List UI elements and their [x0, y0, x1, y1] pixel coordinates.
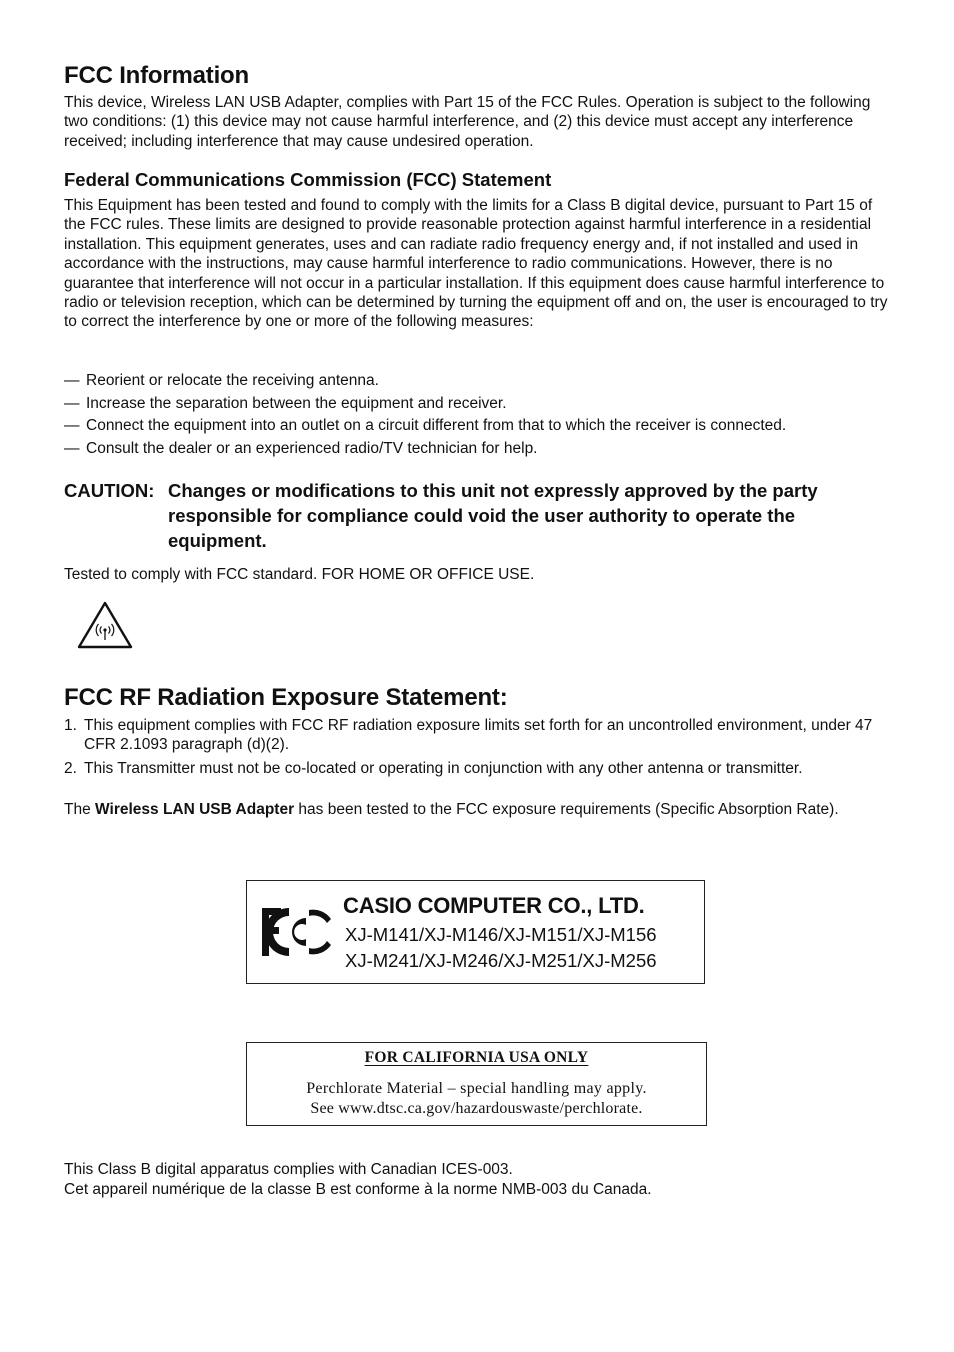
list-item [64, 415, 890, 438]
measures-list [64, 370, 890, 460]
fcc-information-heading: FCC Information [64, 62, 249, 89]
fcc-statement-heading: Federal Communications Commission (FCC) Statement [64, 169, 552, 190]
bullet-dash: — [64, 417, 80, 434]
bullet-dash: — [64, 439, 80, 457]
list-item [64, 393, 890, 416]
company-name: CASIO COMPUTER CO., LTD. [343, 893, 645, 918]
caution-block [64, 478, 890, 553]
measure-text: Consult the dealer or an experienced radio/TV technician for help. [86, 439, 538, 457]
measure-text: Increase the separation between the equipment and receiver. [86, 394, 507, 412]
item-text: This Transmitter must not be co-located or operating in conjunction with any other antenna or transmitter. [84, 759, 803, 777]
california-title-wrap [247, 1049, 706, 1067]
fcc-information-body: This device, Wireless LAN USB Adapter, complies with Part 15 of the FCC Rules. Operation is subject to the following two conditions: (1) this device may not cause harmful interference, and (2) this device must accept any interference received; including interference that may cause undesired operation. [64, 94, 871, 150]
list-item [64, 370, 890, 393]
canada-statement-fr: Cet appareil numérique de la classe B est conforme à la norme NMB-003 du Canada. [64, 1181, 652, 1198]
bullet-dash: — [64, 394, 80, 412]
item-number: 2. [64, 759, 77, 777]
fcc-statement-body: This Equipment has been tested and found to comply with the limits for a Class B digital device, pursuant to Part 15 of the FCC rules. These limits are designed to provide reasonable protection against harmful interference in a residential installation. This equipment generates, uses and can radiate radio frequency energy and, if not installed and used in accordance with the instructions, may cause harmful interference to radio communications. However, there is no guarantee that interference will not occur in a particular installation. If this equipment does cause harmful interference to radio or television reception, which can be determined by turning the equipment off and on, the user is encouraged to try to correct the interference by one or more of the following measures: [64, 197, 888, 331]
fcc-label-box [246, 880, 705, 984]
model-list-line1: XJ-M141/XJ-M146/XJ-M151/XJ-M156 [345, 924, 657, 945]
measure-text: Reorient or relocate the receiving antenna. [86, 372, 379, 389]
caution-label: CAUTION: [64, 480, 155, 501]
california-line1: Perchlorate Material – special handling may apply. [306, 1080, 647, 1097]
fcc-logo-icon [259, 905, 333, 959]
rf-exposure-heading: FCC RF Radiation Exposure Statement: [64, 684, 508, 711]
list-item [64, 438, 890, 461]
rf-exposure-list [64, 716, 894, 782]
tested-note: Tested to comply with FCC standard. FOR HOME OR OFFICE USE. [64, 566, 535, 583]
canada-statement-en: This Class B digital apparatus complies with Canadian ICES-003. [64, 1161, 513, 1178]
sar-note-prefix: The [64, 801, 96, 818]
california-notice-box [246, 1042, 707, 1126]
caution-text: Changes or modifications to this unit not expressly approved by the party responsible for compliance could void the user authority to operate the equipment. [168, 480, 818, 551]
sar-note-suffix: has been tested to the FCC exposure requirements (Specific Absorption Rate). [294, 801, 839, 818]
item-number: 1. [64, 717, 77, 734]
list-item [64, 759, 894, 778]
measure-text: Connect the equipment into an outlet on a circuit different from that to which the receiver is connected. [86, 417, 787, 434]
model-list-line2: XJ-M241/XJ-M246/XJ-M251/XJ-M256 [345, 950, 657, 971]
sar-note [64, 800, 890, 819]
list-item [64, 716, 894, 755]
sar-note-product: Wireless LAN USB Adapter [95, 801, 295, 818]
california-line2: See www.dtsc.ca.gov/hazardouswaste/perchlorate. [310, 1100, 643, 1117]
bullet-dash: — [64, 372, 80, 389]
item-text: This equipment complies with FCC RF radiation exposure limits set forth for an uncontrolled environment, under 47 CFR 2.1093 paragraph (d)(2). [84, 717, 873, 754]
rf-radiation-warning-icon [76, 600, 134, 650]
california-title: FOR CALIFORNIA USA ONLY [364, 1049, 589, 1066]
